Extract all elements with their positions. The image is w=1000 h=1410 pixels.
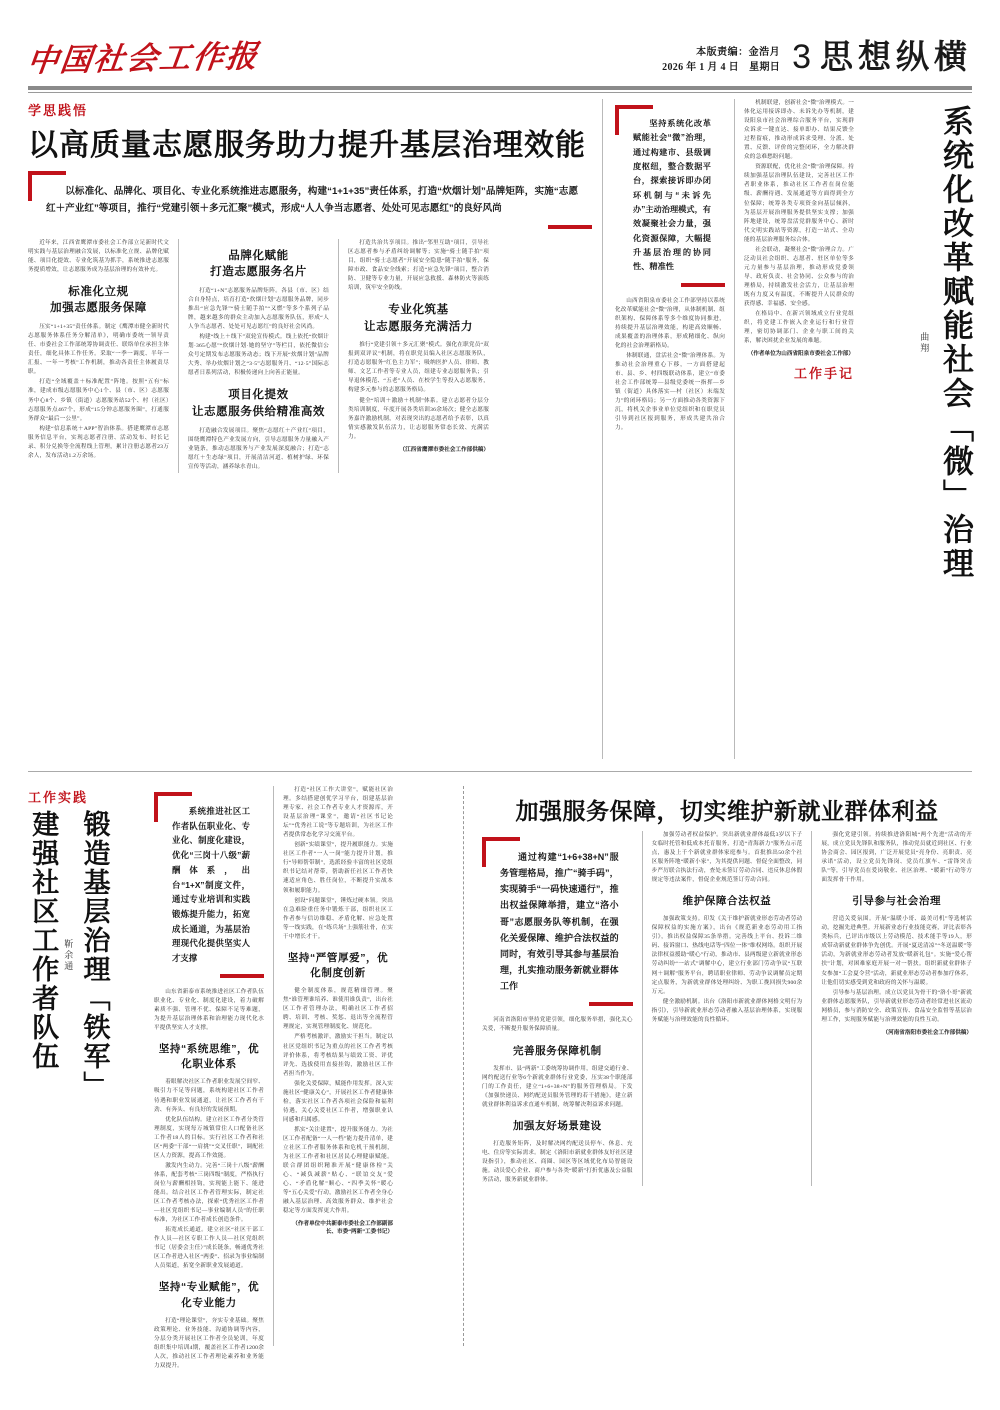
- article3-section3-body-a: 打造“社区工作大讲堂”，赋能社区治理。多结搭建创优学习平台，组建基层治理专家、社会工作者专业人才资源库，开设基层治理“课堂”，邀请“社区书记论坛”“优秀社工说”等专题培训，为社区工作者提供常态化学习交流平台。 创新“实绩课堂”，提升履职能力。实施社区工作者“一人一岗”能力提升计划，推行“导师帮带制”，选派经验丰富的社区党组织书记结对帮带，帮助新任社区工作者快速适应角色、胜任岗位，不断提升实战本领和履职能力。 创设“问题课堂”，锤炼过硬本领。突出在急难险重任务中锻炼干部，组织社区工作者参与信访维稳、矛盾化解、应急处置等一线实践，在“练兵场”上强筋壮骨，在实干中增长才干。: [283, 787, 393, 940]
- editor-label: 本版责编：金浩月: [696, 47, 781, 58]
- masthead-meta: [662, 46, 780, 78]
- article3-label-row: [28, 786, 148, 806]
- article3-title-inner: [28, 806, 148, 1100]
- article3-title-area: [28, 786, 148, 1346]
- article1-column-3: [348, 239, 489, 473]
- article1-intro: 近年来，江西省鹰潭市委社会工作部立足新时代文明实践与基层治理融合发展，以标准化立规、品牌化赋能、项目化提效、专业化筑基为抓手，系统推进志愿服务提质增效，让志愿服务成为基层治理的有效补充。: [28, 239, 169, 273]
- bottom-section: [28, 786, 972, 1370]
- top-section: [28, 99, 972, 759]
- article2-lead-box: [615, 105, 725, 287]
- article3-section2-body: 打造“理论课堂”，夯实专业基础。聚焦政策理论、业务技能、沟通协调等内容，分层分类开展社区工作者全员轮训，年度组织集中培训4期，覆盖社区工作者1200余人次，推动社区工作者理论素养和业务能力双提升。: [154, 1317, 264, 1370]
- article4-subhead-3: 维护保障合法权益: [682, 895, 772, 908]
- article3-headline-part1: 建强社区工作者队伍: [28, 810, 59, 1071]
- article3-subhead-1: 坚持“系统思维”，优化职业体系: [158, 1042, 260, 1071]
- article2-title-inner: [918, 105, 972, 581]
- article4-intro: 河南省洛阳市坚持党建引领，细化服务举措，强化关心关爱，不断提升服务保障质量。: [482, 1017, 633, 1033]
- article-divider-bottom: [463, 786, 464, 1346]
- column-divider: [178, 239, 179, 473]
- article4-lead-box: [482, 837, 633, 1007]
- article1-lead-box: [28, 171, 592, 229]
- article2-column-1: [615, 99, 725, 759]
- article3-author: 靳余通: [63, 938, 74, 972]
- article4-section4-body-b: 营造关爱氛围。开展“温暖小哥、最美司机”等选树活动，挖掘先进典型。开展新业态行业技能竞赛，评比表彰各类标兵，已评出市级以上劳动模范、技术能手等19人，形成带动新就业群体争先创优。开展“夏送清凉”“冬送温暖”等活动，为新就业形态劳动者发放“暖新礼包”。实施“爱心帮扶”计划，对困难家庭开展一对一帮扶。组织新就业群体子女参加“工会夏令营”活动，新就业形态劳动者参加疗休养，让他们切实感受到党和政府的关怀与温暖。 引导参与基层治理。成立以党员为骨干的“洛小哥”新就业群体志愿服务队，引导新就业形态劳动者经常进社区流动网格员，参与消防安全、政策宣传、食品安全监督等基层治理工作，实现服务赋能与治理效能的良性互动。: [821, 916, 972, 1023]
- column-divider: [338, 239, 339, 473]
- article3-column-1: [154, 786, 264, 1370]
- column-divider: [273, 786, 274, 1346]
- article-community-workers: [28, 786, 459, 1370]
- article1-section2-body: 打造“1+N”志愿服务品牌矩阵。各县（市、区）结合自身特点，培育打造“炊烟计划”志愿服务品牌，同步推出“应急先锋”“骑士随手拍”“又燃”等多个系列子品牌，越来越多的群众主动加入志愿服务队伍，形成“人人争当志愿者、处处可见志愿红”的良好社会风尚。 构建“线上＋线下”双轮宣传模式。线上依托“炊烟计划·365心愿”“炊烟计划·她的坚守”等栏目，依托微信公众号定期发布志愿服务动态；线下开展“炊烟计划”品牌大秀、举办炊烟计划之“3·5”志愿服务月、“12·5”国际志愿者日系列活动，积极传递向上向善正能量。: [188, 287, 329, 377]
- article1-section1-body: 压实“1+1+35”责任体系。制定《鹰潭市健全新时代志愿服务体系任务分解清单》，明确市委统一领导责任、市委社会工作部统筹协调责任、联络单位承担主体责任，细化具体工作任务。采取“一季一调度、半年一汇报、一年一考核”工作机制，推动各责任主体履责尽职。 打造“全域覆盖＋标准配置”阵地。按照“五有”标准，建成市级志愿服务中心1个、县（市、区）志愿服务中心8个、乡镇（街道）志愿服务站52个、村（社区）志愿服务点467个，形成“15分钟志愿服务圈”，打通服务群众“最后一公里”。 构建“信息系统＋APP”智治体系。搭建鹰潭市志愿服务信息平台，实现志愿者注册、活动发布、时长记录、积分兑换等全流程线上管理，累计注册志愿者23万余人，发布活动1.2万余场。: [28, 324, 169, 459]
- article2-body-1: 山西省阳泉市委社会工作部坚持以系统化改革赋能社会“微”治理，从体制机制、组织架构、保障体系等多个维度协同推进，持续提升基层治理效能，构建高效顺畅、成果覆盖的治理体系，形成精细化、纵向化的社会治理新格局。 体制联通，盘活社会“微”治理体系。为推动社会治理重心下移，一方面搭建起市、县、乡、村四级联动体系，建立“市委社会工作部统筹—县级党委统一指挥—乡镇（街道）具体落实—村（社区）末端发力”的闭环格局；另一方面推动各类资源下沉，将机关企事业单位党组织和在职党员引导到社区报到服务，形成共建共治合力。: [615, 297, 725, 432]
- article1-section3-body-b: 打造共治共享项目。推出“邻里互助”项目，引导社区志愿者参与矛盾纠纷调解等；实施“骑士随手拍”项目，组织“骑士志愿者”开展安全隐患“随手拍”服务，保障市政、食品安全线索；打造“应急先锋”项目，整合消防、卫健等专业力量，开展应急救援、森林防火等演练培训，筑牢安全防线。: [348, 239, 489, 291]
- article4-section3-body: 加强政策支持。印发《关于维护新就业形态劳动者劳动保障权益的实施方案》，出台《规范新业态劳动用工指引》，推出权益保障35条举措。完善线上平台、投诉二维码、接诉窗口、热线电话等“四位一体”维权网络。组织开展法律权益援助“暖心”行动，推动市、县两级建立新就业形态劳动纠纷“一站式”调解中心，建立行业部门劳动争议“互联网＋调解”服务平台，聘请职业律师、劳动争议调解员定期定点服务，为新就业群体处理纠纷、为职工挽回损失900余万元。 健全激励机制。出台《洛阳市新就业群体网格文明行为指引》，引导新就业形态劳动者融入基层治理体系，实现服务赋能与治理效能的良性循环。: [651, 916, 803, 1023]
- section-indicator: [792, 31, 972, 78]
- article1-column-2: [188, 239, 329, 473]
- article3-subhead-3: 坚持“严管厚爱”，优化制度创新: [287, 951, 389, 980]
- masthead-rule-thin: [28, 92, 972, 93]
- article-volunteer-service: [28, 99, 602, 759]
- page-number: 3: [792, 38, 811, 76]
- article4-section2-body-a: 打造服务矩阵，及时解决网约配送员停车、休息、充电、住房等实际需求。制定《洛阳市新就业群体友好社区建设指引》，推动社区、商圈、园区等区域优化布局智能设施。动员爱心企业、商户参与各类“暖新”打折优惠及公益服务活动，服务新就业群体。: [482, 1141, 633, 1184]
- article2-title-area: [854, 99, 972, 759]
- article1-subhead-4: 专业化筑基 让志愿服务充满活力: [364, 303, 473, 333]
- article2-body-2: 机制联建，创新社会“微”治理模式。一体化运用接诉即办、未诉先办等机制，建设阳泉市社会治理综合服务平台，实现群众诉求一键直达、接单即办、结果反馈全过程留痕，推动形成诉求受理、分派、处置、反馈、评价的完整闭环，全力解决群众的急难愁盼问题。 资源联配，优化社会“微”治理保障。持续加强基层治理队伍建设，完善社区工作者职业体系，推动社区工作者在岗位能级、薪酬待遇、发展通道等方面得到全方位保障；统筹各类专项资金向基层倾斜，为基层开展治理服务提供坚实支撑；加强阵地建设，统筹盘活党群服务中心、新时代文明实践站等资源，打造一站式、全功能的基层治理服务综合体。 社会联动，凝聚社会“微”治理合力。广泛动员社会组织、志愿者、驻区单位等多元力量参与基层治理，推动形成党委领导、政府负责、社会协同、公众参与的治理格局，持续激发社会活力，让基层治理既有力度又有温度，不断提升人民群众的获得感、幸福感、安全感。 在格局中、在新兴领域成立行业党组织，将党建工作嵌入企业运行和行业管理，密切协调部门、企业与职工间的关系，解决困扰企业发展的难题。: [744, 100, 854, 345]
- article2-author: 曲翔: [919, 332, 930, 354]
- article4-subhead-1: 完善服务保障机制: [512, 1044, 602, 1057]
- article4-column-1: [482, 831, 633, 1187]
- masthead-right: [662, 31, 972, 78]
- masthead-rule: [28, 86, 972, 90]
- article1-subhead-2: 品牌化赋能 打造志愿服务名片: [210, 249, 307, 279]
- masthead: [25, 0, 972, 79]
- column-divider: [811, 831, 812, 1187]
- article4-source: （河南省洛阳市委社会工作部供稿）: [882, 1029, 972, 1036]
- column-divider: [642, 831, 643, 1187]
- article2-columns: [615, 99, 854, 759]
- article4-column-3: [821, 831, 972, 1187]
- block-divider: [28, 771, 972, 772]
- article3-source: （作者单位中共新泰市委社会工作部副部长、市委“两新”工委书记）: [292, 1221, 393, 1236]
- column-divider: [734, 99, 735, 759]
- article4-section1-body: 发挥市、县“两新”工委统筹协调作用，组建交通行业、网约配送行业等6个新就业群体行业党委，压实38个职能部门的工作责任，建立“1+6+38+N”的服务管理格局。下发《加强快递员、网约配送员服务管理的若干措施》，建立新就业群体利益诉求直通车机制，统筹解决利益诉求问题。: [482, 1065, 633, 1108]
- article2-lead-text: 坚持系统化改革赋能社会“微”治理，通过构建市、县级调度枢纽，整合数据平台，探索接诉即办闭环机制与“未诉先办”主动治理模式，有效凝聚社会力量，强化资源保障，大幅提升基层治理的协同性、精准性: [633, 119, 711, 272]
- article1-columns: [28, 239, 592, 473]
- article2-headline: 系统化改革赋能社会「微」治理: [938, 105, 973, 581]
- article3-section3-body-b: 健全制度体系，规范精细管理。聚焦“谁管理谁培养、谁使用谁负责”，出台社区工作者管理办法，明确社区工作者招聘、培训、考核、奖惩、退出等全流程管理规定，实现管理制度化、规范化。 严格考核激评，激励实干担当。制定以社区党组织书记为重点的社区工作者考核评价体系，将考核结果与绩效工资、评优评先、选拔使用直接挂钩，激励社区工作者担当作为。 强化关爱保障，赋能作用发挥。深入实施社区“健康关心”，开展社区工作者健康体检，落实社区工作者各项社会保险和福利待遇，关心关爱社区工作者，增强职业认同感和归属感。 抓实“关注建置”，提升服务能力。为社区工作者配备“一人一档”能力提升清单，建立社区工作者服务体系和危机干预机制，为社区工作者和社区居民心理健康赋能。联合群团组织精准开展“健康体检”关心、“减负减薪”贴心、“联谊交友”爱心、“矛盾化解”顺心、“四季关怀”暖心等“五心关爱”行动，激励社区工作者全身心融入基层治理、高效服务群众、维护社会稳定等方面发挥更大作用。: [283, 988, 393, 1215]
- article1-headline: 以高质量志愿服务助力提升基层治理效能: [28, 129, 586, 162]
- article4-subhead-4: 引导参与社会治理: [852, 895, 942, 908]
- category-label-gongzuoshijian: 工作实践: [28, 789, 89, 805]
- article3-section1-body: 着眼解决社区工作者职业发展空间窄、吸引力不足等问题，系统构建社区工作者待遇和职业发展通道，让社区工作者有干劲、有奔头、有良好的发展预期。 优化队伍结构。建立社区工作者分类管理制度，实现每万城镇常住人口配备社区工作者18人的目标。实行社区工作者和社区“两委”干部“一肩挑”“交叉任职”，调配社区人力资源，提高工作效能。 激发内生动力。完善“三岗十八级”薪酬体系，配套考核“三岗四级”制度，严格执行岗位与薪酬相挂钩，实现能上能下、能进能出。结合社区工作者管理实际，制定社区工作者考核办法，探索“优秀社区工作者—社区党组织书记—事业编制人员”的任职标准，为社区工作者成长创造条件。 拓宽成长通道。建立社区“社区干部工作人员—社区专职工作人员—社区党组织书记（居委会主任）”成长链条，畅通优秀社区工作者进入社区“两委”、招录为事业编制人员渠道，拓宽全新职业发展通道。: [154, 1079, 264, 1270]
- article1-section4-body: 推行“党建引领＋多元汇聚”模式。强化在职党员“双报到双评议”机制，将在职党员编入社区志愿服务队，打造志愿服务“红色主力军”；吸纳医护人员、律师、教师、文艺工作者等专业人员，组建专业志愿服务队；引导退休模范、“五老”人员、在校学生等投入志愿服务，构建多元参与的志愿服务格局。 健全“培训＋激励＋机制”体系。建立志愿者分层分类培训制度，年度开展各类培训36余场次；健全志愿服务嘉许激励机制，对表现突出的志愿者给予表彰，以真情实感激发队伍活力，让志愿服务常态长效、充满活力。: [348, 342, 489, 440]
- article4-subhead-2: 加强友好场景建设: [512, 1119, 602, 1132]
- article4-section4-body-a: 强化党建引领。持续推进洛阳城“两个先进”活动的开展，成立党员先锋队和服务队，推动党员就近到社区、行业协会商会、园区报到，广泛开展党员“亮身份、亮职责、亮承诺”活动，设立党员先锋岗、党员红旗车、“雷锋突击队”等，引导党员在爱岗敬业、社区治理、“暖新”行动等方面发挥骨干作用。: [821, 831, 972, 883]
- article3-subhead-2: 坚持“专业赋能”，优化专业能力: [158, 1281, 260, 1309]
- paper-logo: 中国社会工作报: [25, 38, 262, 79]
- article4-column-2: [652, 831, 803, 1187]
- article1-lead-text: 以标准化、品牌化、项目化、专业化系统推进志愿服务，构建“1+1+35”责任体系，打造“炊烟计划”品牌矩阵，实施“志愿红＋产业红”等项目，推行“党建引领＋多元汇聚”模式，形成“人人争当志愿者、处处可见志愿红”的良好风尚: [46, 185, 579, 214]
- article1-source: （江西省鹰潭市委社会工作部供稿）: [399, 446, 489, 453]
- article2-source: （作者单位为山西省阳泉市委社会工作部）: [747, 351, 854, 358]
- article3-column-2: [283, 786, 393, 1346]
- article1-column-1: [28, 239, 169, 473]
- publication-date: 2026 年 1 月 4 日 星期日: [662, 61, 781, 73]
- article1-section3-body-a: 打造融合发展项目。聚焦“志愿红＋产业红”项目，围绕鹰潭特色产业发展方向，引导志愿服务力量融入产业链条，推动志愿服务与产业发展深度融合；打造“志愿红＋生态绿”项目，开展清洁河道、植树护绿、环保宣传等活动，涵养绿水青山。: [188, 427, 329, 470]
- article3-lead-text: 系统推进社区工作者队伍职业化、专业化、制度化建设，优化“三岗十八级”薪酬体系，出台“1+X”制度文件，通过专业培训和实践锻炼提升能力，拓宽成长通道，为基层治理现代化提供坚实人才支撑: [172, 806, 250, 964]
- article4-columns: [482, 831, 972, 1187]
- article3-headline-part2: 锻造基层治理「铁军」: [79, 810, 110, 1100]
- article1-subhead-3: 项目化提效 让志愿服务供给精准高效: [191, 389, 326, 419]
- article4-section2-body-b: 加强劳动者权益保护。突出新就业群体最低3岁以下子女临时托管和低成本托育服务，打造“青海新力”服务点示范点，惠及上千个新就业群体家庭参与。首批推出50余个社区服务阵地“暖新小家”，为其提供问题、督促全面整改，同步严厉联合执法行动，查处未签订劳动合同、违反休息休假规定等违法案件，督促企业规范签订劳动合同。: [651, 831, 803, 883]
- article3-intro: 山东省新泰市系统推进社区工作者队伍职业化、专业化、制度化建设，着力破解素质不强、管理不优、保障不足等难题，为提升基层治理体系和治理能力现代化水平提供坚实人才支撑。: [154, 988, 264, 1031]
- work-notes-stamp: 工作手记: [793, 366, 854, 382]
- article4-headline: 加强服务保障，切实维护新就业群体利益: [515, 799, 939, 824]
- article-systematic-reform: [603, 99, 972, 759]
- article1-label-row: [28, 99, 592, 119]
- section-name: 思想纵横: [820, 38, 972, 75]
- article3-columns: [148, 786, 393, 1370]
- article4-lead-text: 通过构建“1+6+38+N”服务管理格局，推广“骑手码”，实现骑手“一码快速通行”，推出权益保障举措，建立“洛小哥”志愿服务队等机制，在强化关爱保障、维护合法权益的同时，有效引导其参与基层治理，扎实推动服务新就业群体工作: [500, 851, 619, 992]
- article2-column-2: [744, 99, 854, 759]
- article1-subhead-1: 标准化立规 加强志愿服务保障: [50, 285, 147, 315]
- article3-lead-box: [154, 792, 264, 978]
- article-new-employment-groups: [468, 786, 972, 1346]
- category-label-xuesijianwu: 学思践悟: [28, 102, 89, 118]
